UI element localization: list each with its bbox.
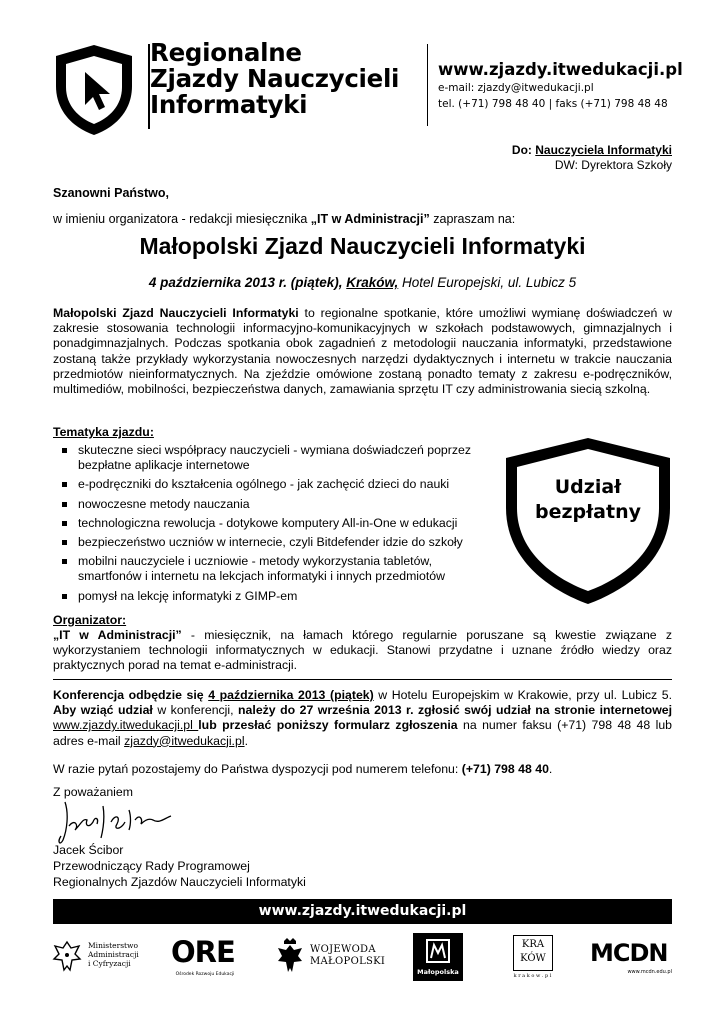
list-item: e-podręczniki do kształcenia ogólnego - jak zachęcić dzieci do nauki	[53, 477, 493, 492]
krakow-line-1: KRA	[521, 939, 545, 950]
malopolska-label: Małopolska	[417, 968, 459, 976]
event-venue: Hotel Europejski, ul. Lubicz 5	[398, 275, 577, 290]
wojewoda-logo	[276, 935, 386, 983]
conf-email-link[interactable]: zjazdy@itwedukacji.pl	[124, 733, 245, 748]
krakow-subtitle: k r a k o w . p l	[513, 973, 552, 979]
handwritten-signature	[55, 796, 175, 848]
header-website[interactable]: www.zjazdy.itwedukacji.pl	[438, 60, 683, 79]
mcdn-logo	[590, 935, 672, 983]
signer-role-1: Przewodniczący Rady Programowej	[53, 859, 250, 873]
topics-list	[53, 443, 493, 608]
greeting: Szanowni Państwo,	[53, 186, 169, 200]
free-participation-shield	[502, 436, 674, 606]
conference-paragraph	[53, 688, 672, 749]
krakow-logo	[505, 935, 560, 983]
brand-name	[150, 40, 399, 118]
signer-name: Jacek Ścibor	[53, 843, 124, 857]
organizer-bold: „IT w Administracji”	[53, 628, 182, 642]
event-date: 4 października 2013 r. (piątek),	[148, 275, 347, 290]
ministry-line-1: Ministerstwo	[88, 941, 138, 950]
wojewoda-line-2: MAŁOPOLSKI	[310, 956, 386, 967]
conf-t4: Aby wziąć udział	[53, 703, 153, 718]
organizer-paragraph	[53, 628, 672, 674]
malopolska-symbol-icon	[424, 937, 452, 965]
contact-phone: (+71) 798 48 40	[461, 762, 549, 776]
rzni-shield-cursor-logo	[52, 42, 136, 138]
brand-line-2: Zjazdy Nauczycieli	[150, 64, 400, 93]
contact-end: .	[548, 762, 553, 776]
conf-t8: lub przesłać poniższy formularz zgłoszenia	[198, 718, 458, 733]
signer-role-2: Regionalnych Zjazdów Nauczycieli Informatyki	[53, 875, 306, 889]
organizer-heading: Organizator:	[53, 613, 127, 627]
krakow-line-2: KÓW	[520, 953, 546, 964]
invite-magazine: „IT w Administracji”	[310, 212, 430, 226]
conf-t3: w Hotelu Europejskim w Krakowie, przy ul. Lubicz 5.	[373, 688, 672, 702]
recipient-dw: DW: Dyrektora Szkoły	[554, 158, 672, 172]
list-item: pomysł na lekcję informatyki z GIMP-em	[53, 589, 493, 604]
section-divider	[53, 679, 672, 680]
invite-line	[53, 212, 515, 226]
ore-subtitle: Ośrodek Rozwoju Edukacji	[175, 972, 235, 977]
conf-website-link[interactable]: www.zjazdy.itwedukacji.pl	[53, 718, 199, 733]
mcdn-mark: MCDN	[590, 939, 668, 967]
header-divider	[427, 44, 428, 126]
contact-line	[53, 762, 552, 776]
intro-bold: Małopolski Zjazd Nauczycieli Informatyki	[53, 306, 299, 320]
footer-url-bar[interactable]: www.zjazdy.itwedukacji.pl	[53, 899, 672, 924]
ministry-line-3: i Cyfryzacji	[88, 959, 131, 968]
conf-t11: .	[244, 733, 248, 748]
brand-line-1: Regionalne	[150, 38, 302, 67]
wojewoda-line-1: WOJEWODA	[310, 944, 376, 955]
regards: Z poważaniem	[53, 785, 133, 799]
list-item: skuteczne sieci współpracy nauczycieli - wymiana doświadczeń poprzez bezpłatne aplikacje internetowe	[53, 443, 493, 473]
ore-logo	[165, 935, 245, 983]
badge-line-1: Udział	[554, 476, 622, 498]
intro-paragraph	[53, 306, 672, 397]
topics-heading: Tematyka zjazdu:	[53, 425, 154, 439]
conf-t6: należy do 27 września 2013 r. zgłosić swój udział na stronie internetowej	[238, 703, 673, 718]
list-item: nowoczesne metody nauczania	[53, 497, 493, 512]
brand-line-3: Informatyki	[150, 90, 308, 119]
conf-t9: na numer faksu (+71) 798 48 48 lub adres e-mail	[53, 718, 672, 748]
organizer-text: - miesięcznik, na łamach którego regularnie poruszane są kwestie związane z wykorzystaniem technologii informatycznych w edukacji. Stanowi przydatne i uznane źródło wiedzy oraz praktycznych porad na temat e-administracji.	[53, 628, 672, 673]
event-title: Małopolski Zjazd Nauczycieli Informatyki	[139, 233, 586, 259]
invite-post: zapraszam na:	[429, 212, 516, 226]
header-phones: tel. (+71) 798 48 40 | faks (+71) 798 48 48	[438, 98, 668, 110]
contact-text: W razie pytań pozostajemy do Państwa dyspozycji pod numerem telefonu:	[53, 762, 462, 776]
header-contact	[438, 60, 683, 112]
ministry-logo	[52, 935, 172, 983]
badge-line-2: bezpłatny	[534, 501, 642, 523]
ministry-line-2: Administracji	[88, 950, 139, 959]
recipient-do-label: Do:	[511, 143, 532, 157]
recipient-block	[512, 143, 672, 173]
header-email[interactable]: e-mail: zjazdy@itwedukacji.pl	[438, 82, 594, 94]
event-city: Kraków,	[346, 275, 399, 290]
signer-block	[53, 842, 306, 890]
mcdn-subtitle: www.mcdn.edu.pl	[627, 969, 672, 975]
eagle-icon	[52, 939, 82, 975]
event-subtitle	[0, 275, 725, 290]
list-item: mobilni nauczyciele i uczniowie - metody wykorzystania tabletów, smartfonów i internetu na lekcjach informatyki i innych przedmiotów	[53, 554, 493, 584]
ore-mark: ORE	[171, 935, 235, 969]
crowned-eagle-icon	[276, 937, 304, 975]
list-item: bezpieczeństwo uczniów w internecie, czyli Bitdefender idzie do szkoły	[53, 535, 493, 550]
recipient-do-value: Nauczyciela Informatyki	[535, 143, 672, 157]
conf-date: 4 października 2013 (piątek)	[208, 688, 374, 702]
malopolska-logo	[413, 933, 463, 981]
conf-t1: Konferencja odbędzie się	[53, 688, 209, 702]
intro-text: to regionalne spotkanie, które umożliwi wymianę doświadczeń w zakresie stosowania technologii informacyjno-komunikacyjnych w szkołach podstawowych, gimnazjalnych i ponadgimnazjalnych. Podczas spotkania obok zagadnień z metodologii nauczania informatyki, przedstawione zostaną także przykłady wykorzystania nowoczesnych narzędzi dydaktycznych i internetu w trakcie nauczania przedmiotów nieinformatycznych. Na zjeździe omówione zostaną ponadto tematy z zakresu e-podręczników, multimediów, mobilności, bezpieczeństwa danych, zamawiania sprzętu IT czy administrowania siecią szkolną.	[53, 306, 672, 397]
list-item: technologiczna rewolucja - dotykowe komputery All-in-One w edukacji	[53, 516, 493, 531]
conf-t5: w konferencji,	[152, 703, 239, 718]
invite-pre: w imieniu organizatora - redakcji miesięcznika	[53, 212, 311, 226]
